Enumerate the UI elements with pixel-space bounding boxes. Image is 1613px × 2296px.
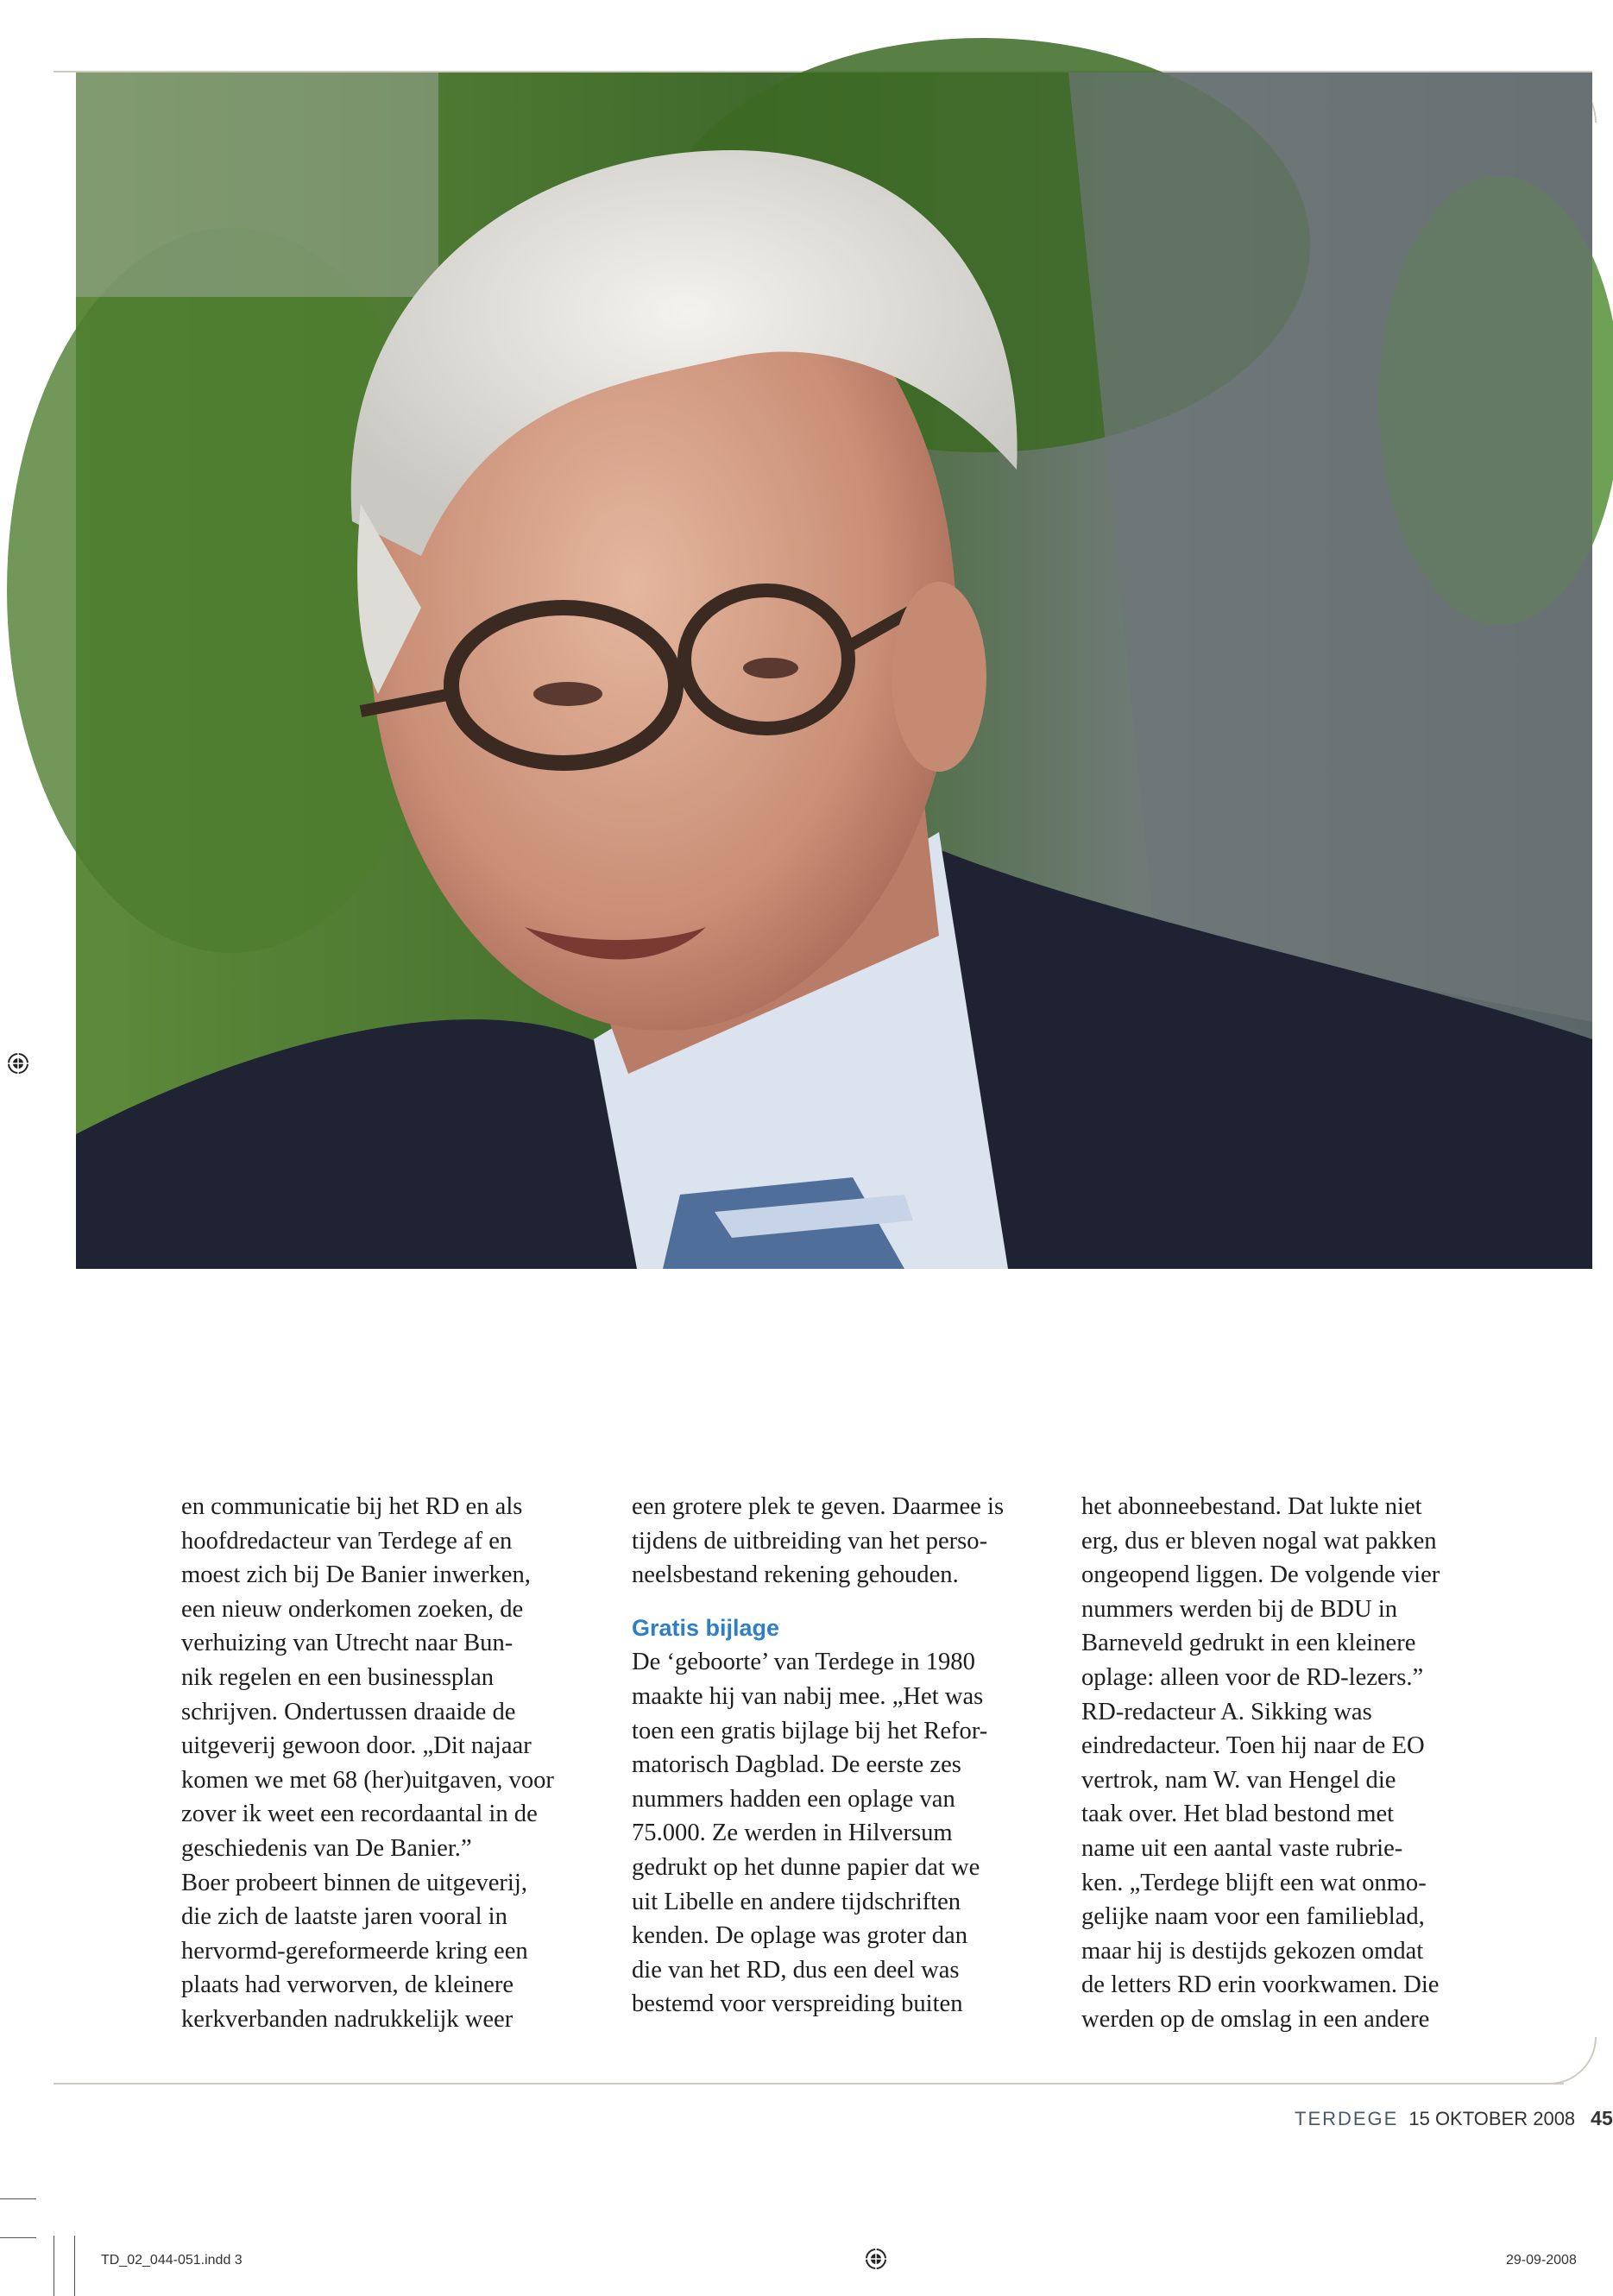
- text-line: moest zich bij De Banier inwerken,: [181, 1561, 531, 1589]
- text-line: zover ik weet een recordaantal in de: [181, 1801, 538, 1828]
- text-line: ongeopend liggen. De volgende vier: [1081, 1561, 1440, 1589]
- page-folio: [1295, 2107, 1613, 2130]
- text-column-3: [1081, 1490, 1513, 2037]
- text-line: De ‘geboorte’ van Terdege in 1980: [632, 1649, 975, 1676]
- text-line: Boer probeert binnen de uitgeverij,: [181, 1869, 527, 1896]
- text-line: hoofdredacteur van Terdege af en: [181, 1527, 513, 1555]
- text-line: erg, dus er bleven nogal wat pakken: [1081, 1527, 1437, 1555]
- text-line: oplage: alleen voor de RD-lezers.”: [1081, 1663, 1424, 1691]
- folio-magazine-name: TERDEGE: [1295, 2108, 1399, 2129]
- text-column-1: [181, 1490, 613, 2037]
- portrait-photo: [76, 73, 1592, 1269]
- text-line: komen we met 68 (her)uitgaven, voor: [181, 1766, 554, 1794]
- slug-file-name: TD_02_044-051.indd 3: [101, 2253, 243, 2268]
- text-line: werden op de omslag in een andere: [1081, 2005, 1430, 2033]
- text-line: nik regelen en een businessplan: [181, 1663, 495, 1691]
- text-line: hervormd-gereformeerde kring een: [181, 1937, 528, 1965]
- text-line: uitgeverij gewoon door. „Dit najaar: [181, 1732, 532, 1760]
- registration-mark-left: [5, 1050, 31, 1076]
- text-line: die van het RD, dus een deel was: [632, 1956, 960, 1984]
- text-line: toen een gratis bijlage bij het Refor-: [632, 1717, 988, 1744]
- text-line: matorisch Dagblad. De eerste zes: [632, 1751, 961, 1779]
- folio-date: 15 OKTOBER 2008: [1408, 2108, 1576, 2129]
- folio-page-number: 45: [1591, 2107, 1613, 2129]
- crop-mark: [0, 2237, 36, 2238]
- text-line: name uit een aantal vaste rubrie-: [1081, 1834, 1403, 1862]
- subheading-gratis-bijlage: Gratis bijlage: [632, 1614, 780, 1641]
- text-line: maar hij is destijds gekozen omdat: [1081, 1937, 1424, 1965]
- text-line: gedrukt op het dunne papier dat we: [632, 1853, 980, 1881]
- text-line: en communicatie bij het RD en als: [181, 1493, 523, 1520]
- text-line: Barneveld gedrukt in een kleinere: [1081, 1630, 1416, 1657]
- text-line: tijdens de uitbreiding van het perso-: [632, 1527, 988, 1555]
- text-line: schrijven. Ondertussen draaide de: [181, 1698, 516, 1725]
- text-line: kerkverbanden nadrukkelijk weer: [181, 2005, 514, 2033]
- text-line: eindredacteur. Toen hij naar de EO: [1081, 1732, 1425, 1760]
- text-line: vertrok, nam W. van Hengel die: [1081, 1766, 1396, 1794]
- text-line: de letters RD erin voorkwamen. Die: [1081, 1971, 1440, 1999]
- text-line: neelsbestand rekening gehouden.: [632, 1561, 959, 1589]
- text-line: RD-redacteur A. Sikking was: [1081, 1698, 1372, 1725]
- text-line: nummers werden bij de BDU in: [1081, 1595, 1398, 1623]
- text-line: taak over. Het blad bestond met: [1081, 1801, 1395, 1828]
- crop-mark: [0, 2198, 36, 2199]
- text-line: een grotere plek te geven. Daarmee is: [632, 1493, 1005, 1520]
- portrait-illustration: [76, 73, 1592, 1269]
- text-line: nummers hadden een oplage van: [632, 1785, 955, 1813]
- page-frame-bottom-rule: [54, 2083, 1564, 2085]
- slug-date: 29-09-2008: [1506, 2253, 1577, 2268]
- registration-mark-bottom: [863, 2246, 889, 2272]
- text-line: gelijke naam voor een familieblad,: [1081, 1903, 1425, 1931]
- text-line: geschiedenis van De Banier.”: [181, 1834, 472, 1862]
- text-line: bestemd voor verspreiding buiten: [632, 1990, 963, 2018]
- text-line: uit Libelle en andere tijdschriften: [632, 1888, 961, 1915]
- text-column-2: [632, 1490, 1063, 2022]
- crop-mark: [74, 2236, 75, 2296]
- text-line: maakte hij van nabij mee. „Het was: [632, 1682, 984, 1710]
- text-line: het abonneebestand. Dat lukte niet: [1081, 1493, 1422, 1520]
- text-line: ken. „Terdege blijft een wat onmo-: [1081, 1869, 1427, 1896]
- page-frame-bottom-corner: [1545, 2037, 1597, 2085]
- text-line: kenden. De oplage was groter dan: [632, 1922, 968, 1950]
- text-line: die zich de laatste jaren vooral in: [181, 1903, 507, 1931]
- text-line: 75.000. Ze werden in Hilversum: [632, 1820, 953, 1847]
- text-line: verhuizing van Utrecht naar Bun-: [181, 1630, 514, 1657]
- text-line: een nieuw onderkomen zoeken, de: [181, 1595, 524, 1623]
- text-line: plaats had verworven, de kleinere: [181, 1971, 514, 1999]
